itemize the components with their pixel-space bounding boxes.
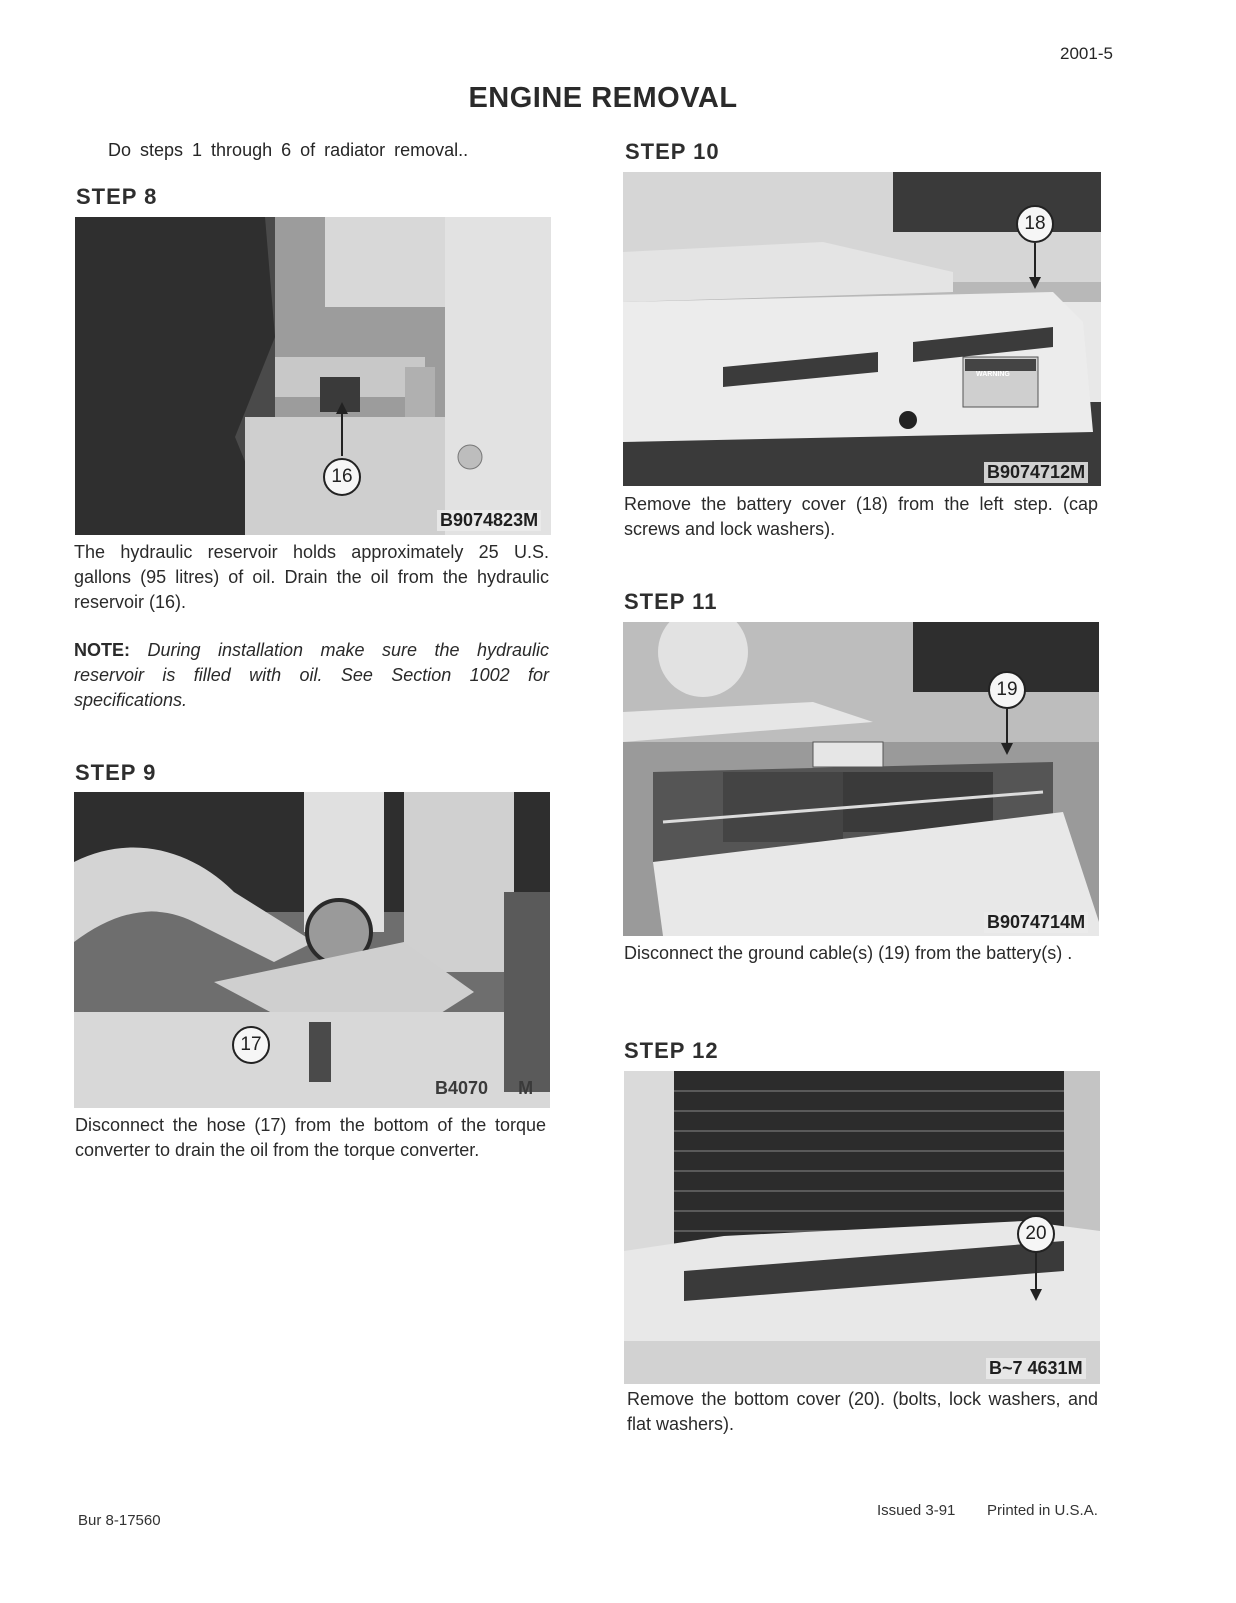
photo-code-step-12: B~7 4631M: [986, 1358, 1086, 1379]
callout-16-leader: [341, 412, 343, 456]
footer-doc-number: Bur 8-17560: [78, 1512, 161, 1529]
callout-19-leader: [1006, 709, 1008, 745]
step-11-heading: STEP 11: [624, 589, 718, 614]
step-12-heading: STEP 12: [624, 1038, 719, 1063]
step-8-heading: STEP 8: [76, 184, 158, 209]
step-12-text: Remove the bottom cover (20). (bolts, lock washers, and flat washers).: [627, 1389, 1098, 1434]
footer-issued: Issued 3-91: [877, 1502, 956, 1519]
page-number: 2001-5: [1060, 44, 1113, 63]
step-9-heading: STEP 9: [75, 760, 157, 785]
step-8-photo: [75, 217, 551, 535]
step-10-text: Remove the battery cover (18) from the left step. (cap screws and lock washers).: [624, 494, 1098, 539]
page-title: ENGINE REMOVAL: [468, 82, 738, 114]
photo-code-step-9-suffix: M: [518, 1078, 534, 1098]
step-8-note: [74, 638, 549, 713]
callout-18: 18: [1016, 205, 1054, 243]
callout-19: 19: [988, 671, 1026, 709]
step-10-heading: STEP 10: [625, 139, 720, 164]
footer-printed: Printed in U.S.A.: [987, 1502, 1098, 1519]
callout-18-arrowhead: [1029, 277, 1041, 289]
callout-19-arrowhead: [1001, 743, 1013, 755]
callout-18-leader: [1034, 243, 1036, 279]
note-label: NOTE:: [74, 640, 130, 660]
step-9-photo: [74, 792, 550, 1108]
photo-code-step-9-prefix: B4070: [435, 1078, 489, 1098]
warning-label: WARNING: [976, 371, 1010, 378]
callout-20: 20: [1017, 1215, 1055, 1253]
photo-code-step-11: B9074714M: [984, 912, 1088, 933]
step-8-text: The hydraulic reservoir holds approximately 25 U.S. gallons (95 litres) of oil. Drain the oil from the hydraulic reservoir (16).: [74, 542, 549, 612]
step-9-text: Disconnect the hose (17) from the bottom of the torque converter to drain the oil from the torque converter.: [75, 1115, 546, 1160]
note-text: During installation make sure the hydraulic reservoir is filled with oil. See Section 1002 for specifications.: [74, 640, 549, 710]
callout-20-leader: [1035, 1253, 1037, 1291]
callout-17: 17: [232, 1026, 270, 1064]
step-11-text: Disconnect the ground cable(s) (19) from the battery(s) .: [624, 943, 1073, 963]
callout-16: 16: [323, 458, 361, 496]
photo-code-step-9: [435, 1078, 533, 1099]
step-11-photo: [623, 622, 1099, 936]
photo-code-step-10: B9074712M: [984, 462, 1088, 483]
photo-code-step-8: B9074823M: [437, 510, 541, 531]
callout-20-arrowhead: [1030, 1289, 1042, 1301]
intro-text: Do steps 1 through 6 of radiator removal..: [108, 140, 469, 160]
